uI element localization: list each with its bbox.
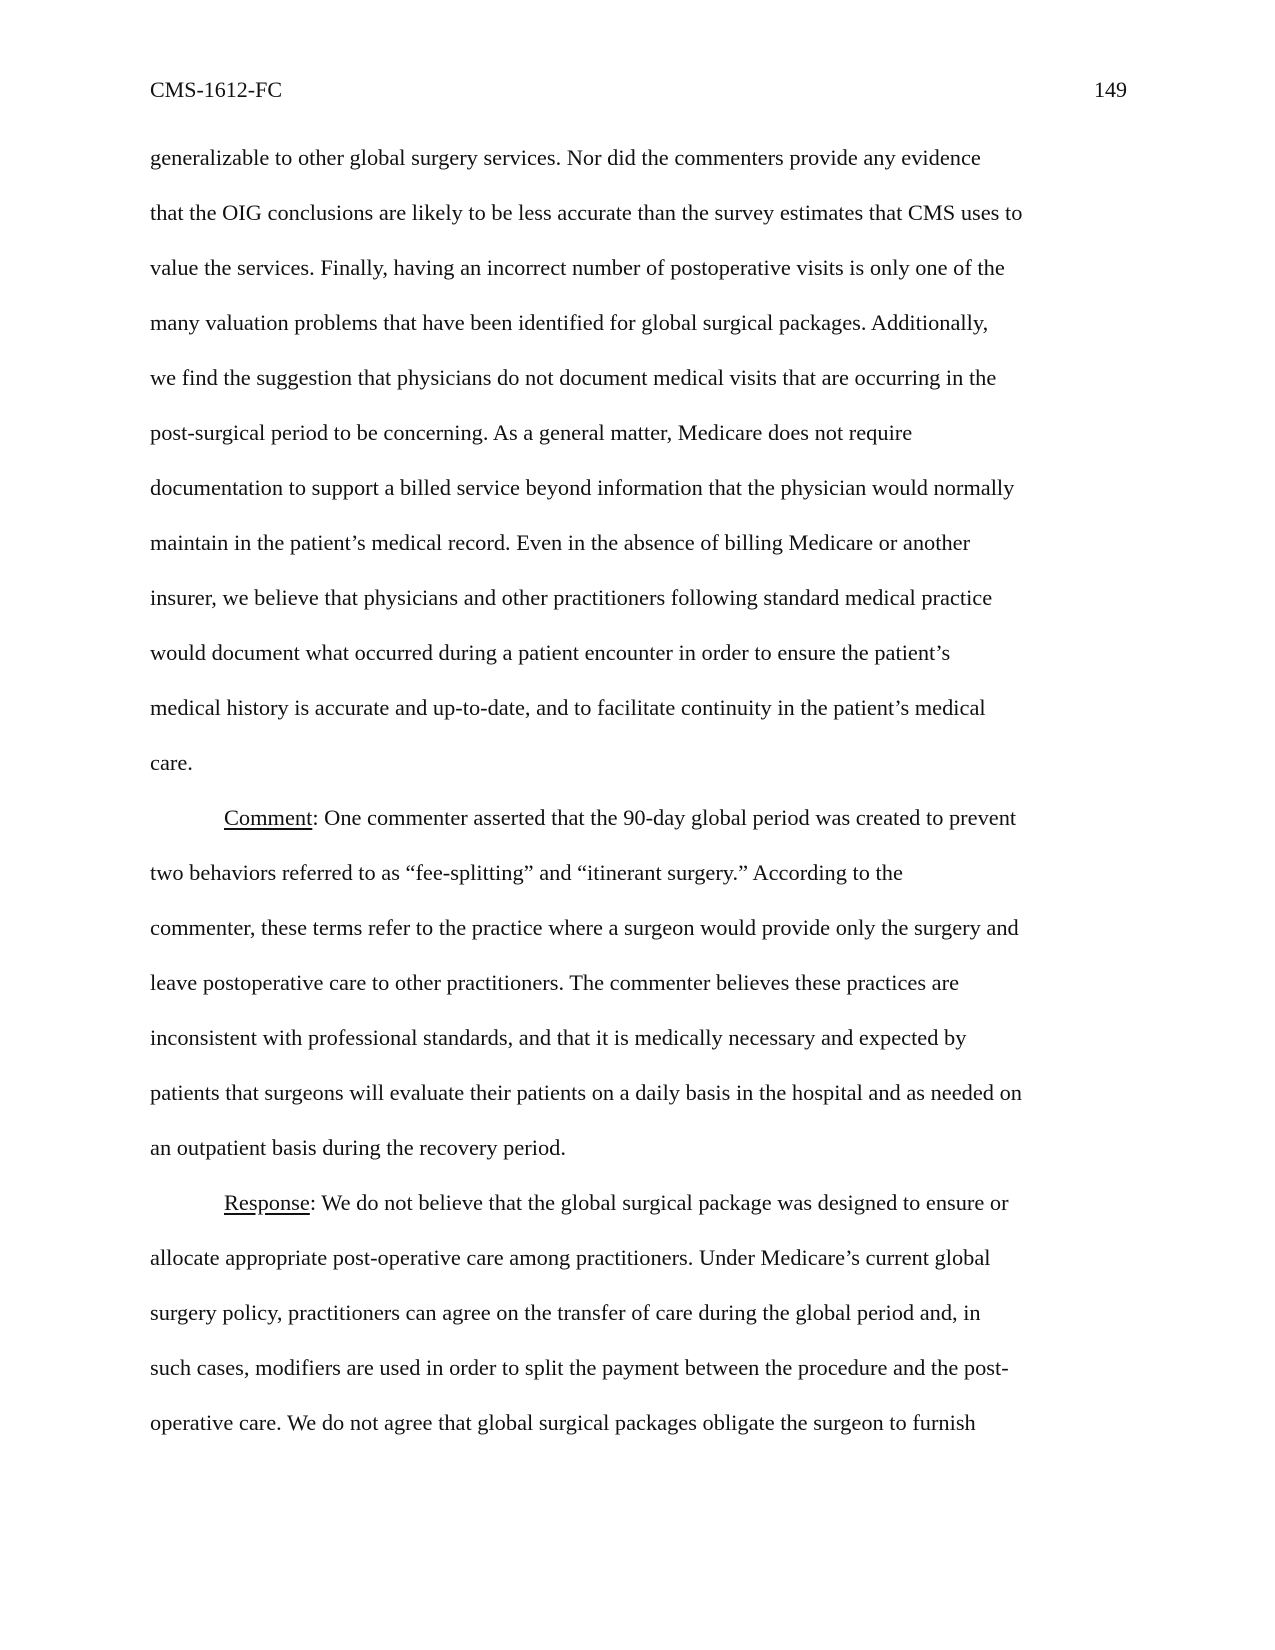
comment-first-line-text: : One commenter asserted that the 90-day global period was created to prevent	[312, 805, 1017, 830]
body-line: insurer, we believe that physicians and other practitioners following standard medical practice	[150, 585, 993, 610]
comment-line: commenter, these terms refer to the practice where a surgeon would provide only the surgery and	[150, 915, 1019, 940]
response-line: operative care. We do not agree that global surgical packages obligate the surgeon to furnish	[150, 1410, 976, 1435]
response-line: surgery policy, practitioners can agree on the transfer of care during the global period and, in	[150, 1300, 981, 1325]
body-line: many valuation problems that have been identified for global surgical packages. Additionally,	[150, 310, 989, 335]
page-number: 149	[1094, 77, 1127, 102]
comment-label: Comment	[224, 805, 313, 830]
body-line: we find the suggestion that physicians do not document medical visits that are occurring in the	[150, 365, 997, 390]
body-line: post-surgical period to be concerning. As a general matter, Medicare does not require	[150, 420, 913, 445]
response-first-line	[224, 1187, 1009, 1219]
body-line: that the OIG conclusions are likely to be less accurate than the survey estimates that CMS uses to	[150, 200, 1023, 225]
body-line: maintain in the patient’s medical record. Even in the absence of billing Medicare or another	[150, 530, 971, 555]
body-line: medical history is accurate and up-to-date, and to facilitate continuity in the patient’s medical	[150, 695, 986, 720]
response-label: Response	[224, 1190, 310, 1215]
body-line: generalizable to other global surgery services. Nor did the commenters provide any evidence	[150, 145, 981, 170]
comment-line: an outpatient basis during the recovery period.	[150, 1135, 566, 1160]
body-line: documentation to support a billed service beyond information that the physician would normally	[150, 475, 1015, 500]
body-line: would document what occurred during a patient encounter in order to ensure the patient’s	[150, 640, 951, 665]
comment-line: patients that surgeons will evaluate their patients on a daily basis in the hospital and as needed on	[150, 1080, 1022, 1105]
comment-first-line	[224, 802, 1016, 834]
comment-line: leave postoperative care to other practitioners. The commenter believes these practices are	[150, 970, 960, 995]
body-line: care.	[150, 750, 193, 775]
body-line: value the services. Finally, having an incorrect number of postoperative visits is only one of the	[150, 255, 1005, 280]
comment-line: two behaviors referred to as “fee-splitting” and “itinerant surgery.” According to the	[150, 860, 903, 885]
response-line: allocate appropriate post-operative care among practitioners. Under Medicare’s current global	[150, 1245, 991, 1270]
document-id: CMS-1612-FC	[150, 77, 283, 102]
response-line: such cases, modifiers are used in order to split the payment between the procedure and the post-	[150, 1355, 1009, 1380]
comment-line: inconsistent with professional standards, and that it is medically necessary and expected by	[150, 1025, 967, 1050]
response-first-line-text: : We do not believe that the global surgical package was designed to ensure or	[309, 1190, 1009, 1215]
